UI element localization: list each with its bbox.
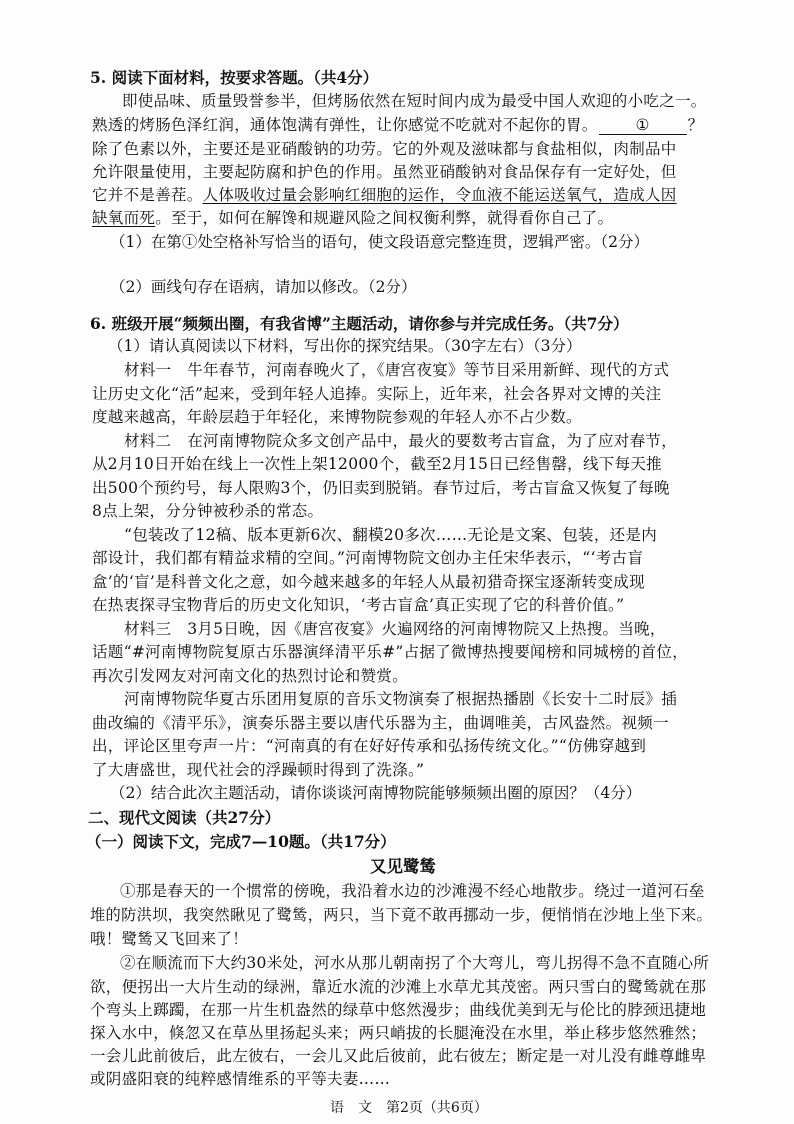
q6-material-2-line: 盒’的‘盲’是科普文化之意，如今越来越多的年轻人从最初猎奇探宝逐渐转变成现 [92,573,645,591]
q5-underlined-sentence: 人体吸收过量会影响红细胞的运作，令血液不能运送氧气，造成人因 [202,186,677,204]
q6-material-3-line: 出，评论区里夸声一片：“河南真的有在好好传承和弘扬传统文化。”“仿佛穿越到 [92,737,647,755]
q5-subquestion-2: （2）画线句存在语病，请加以修改。（2分） [110,278,417,296]
q5-subquestion-1: （1）在第①处空格补写恰当的语句，使文段语意完整连贯，逻辑严密。（2分） [110,233,649,251]
q5-para-line: 除了色素以外，主要还是亚硝酸钠的功劳。它的外观及滋味都与食盐相似，肉制品中 [92,140,677,158]
q6-material-1-line: 材料一 牛年春节，河南春晚火了，《唐宫夜宴》等节目采用新鲜、现代的方式 [124,361,670,379]
q6-material-3-line: 再次引发网友对河南文化的热烈讨论和赞赏。 [92,667,409,685]
q6-material-2-line: 部设计，我们都有精益求精的空间。”河南博物院文创办主任宋华表示，“‘考古盲 [92,549,644,567]
article-para-1-line: 堆的防洪坝，我突然瞅见了鹭鸶，两只，当下竟不敢再挪动一步，便悄悄在沙地上坐下来。 [90,906,713,924]
q6-title: 6. 班级开展“频频出圈，有我省博”主题活动，请你参与并完成任务。（共7分） [90,314,629,333]
q5-title: 5. 阅读下面材料，按要求答题。（共4分） [90,68,379,87]
article-title: 又见鹭鸶 [370,857,436,876]
section-heading: 二、现代文阅读（共27分） [88,808,281,827]
article-para-2-line: 一会儿此前彼后，此左彼右，一会儿又此后彼前，此右彼左；断定是一对儿没有雌尊雌卑 [90,1047,707,1065]
q5-para-text: 。至于，如何在解馋和规避风险之间权衡利弊，就得看你自己了。 [155,209,614,227]
q6-material-3-line: 材料三 3月5日晚，因《唐宫夜宴》火遍网络的河南博物院又上热搜。当晚， [124,620,666,638]
article-para-2-line: 或阴盛阳衰的纯粹感情维系的平等夫妻…… [90,1070,391,1088]
q5-para-line: 允许限量使用，主要起防腐和护色的作用。虽然亚硝酸钠对食品保存有一定好处，但 [92,163,677,181]
q6-material-3-line: 河南博物院华夏古乐团用复原的音乐文物演奏了根据热播剧《长安十二时辰》插 [124,690,678,708]
q6-material-3-line: 曲改编的《清平乐》，演奏乐器主要以唐代乐器为主，曲调唯美，古风盎然。视频一 [92,714,669,732]
q6-material-2-line: 8点上架，分分钟被秒杀的常态。 [92,502,324,520]
article-para-2-line: ②在顺流而下大约30米处，河水从那儿朝南拐了个大弯儿，弯儿拐得不急不直随心所 [120,954,710,972]
q6-subquestion-2: （2）结合此次主题活动，请你谈谈河南博物院能够频频出圈的原因？（4分） [110,784,642,802]
q5-para-line-blank [92,114,703,137]
q6-material-2-line: 材料二 在河南博物院众多文创产品中，最火的要数考古盲盒，为了应对春节， [124,432,678,450]
q5-underlined-sentence-end: 缺氧而死 [92,209,156,227]
article-para-2-line: 欲，便拐出一大片生动的绿洲，靠近水流的沙滩上水草尤其茂密。两只雪白的鹭鸶就在那 [90,978,707,996]
q5-question-mark: ？ [687,116,704,134]
q6-material-2-line: 在热衷探寻宝物背后的历史文化知识，‘考古盲盒’真正实现了它的科普价值。” [92,596,625,614]
q5-blank-1[interactable]: ① [599,116,687,135]
q5-para-text: 熟透的烤肠色泽红润，通体饱满有弹性，让你感觉不吃就对不起你的胃。 [92,116,598,134]
q6-material-2-line: “包装改了12稿、版本更新6次、翻模20多次……无论是文案、包装，还是内 [124,526,658,544]
q6-material-2-line: 出500个预约号，每人限购3个，仍旧卖到脱销。春节过后，考古盲盒又恢复了每晚 [92,479,670,497]
part-heading: （一）阅读下文，完成7—10题。（共17分） [86,832,396,851]
q6-material-3-line: 了大唐盛世，现代社会的浮躁顿时得到了洗涤。” [92,761,425,779]
article-para-2-line: 个弯头上踯躅，在那一片生机盎然的绿草中悠然漫步；曲线优美到无与伦比的脖颈迅捷地 [90,1001,707,1019]
q6-subquestion-1: （1）请认真阅读以下材料，写出你的探究结果。（30字左右）（3分） [108,337,582,355]
q6-material-1-line: 度越来越高，年龄层趋于年轻化，来博物院参观的年轻人亦不占少数。 [92,408,582,426]
q5-para-line-underlined [92,207,613,230]
q6-material-1-line: 让历史文化“活”起来，受到年轻人追捧。实际上，近年来，社会各界对文博的关注 [92,385,662,403]
article-para-2-line: 探入水中，倏忽又在草丛里扬起头来；两只峭拔的长腿淹没在水里，举止移步悠然雅然； [90,1024,707,1042]
article-para-1-line: ①那是春天的一个惯常的傍晚，我沿着水边的沙滩漫不经心地散步。绕过一道河石垒 [120,882,705,900]
article-para-1-line: 哦！鹭鸶又飞回来了！ [90,930,249,948]
q6-material-3-line: 话题“#河南博物院复原古乐器演绎清平乐#”占据了微博热搜要闻榜和同城榜的首位， [92,643,689,661]
q5-para-text: 它并不是善茬。 [92,186,203,204]
q5-para-line-underlined [92,184,677,207]
q5-para-line: 即使品味、质量毁誉参半，但烤肠依然在短时间内成为最受中国人欢迎的小吃之一。 [122,92,707,110]
q6-material-2-line: 从2月10日开始在线上一次性上架12000个，截至2月15日已经售罄，线下每天推 [92,455,662,473]
page-footer: 语 文 第2页（共6页） [330,1100,488,1116]
